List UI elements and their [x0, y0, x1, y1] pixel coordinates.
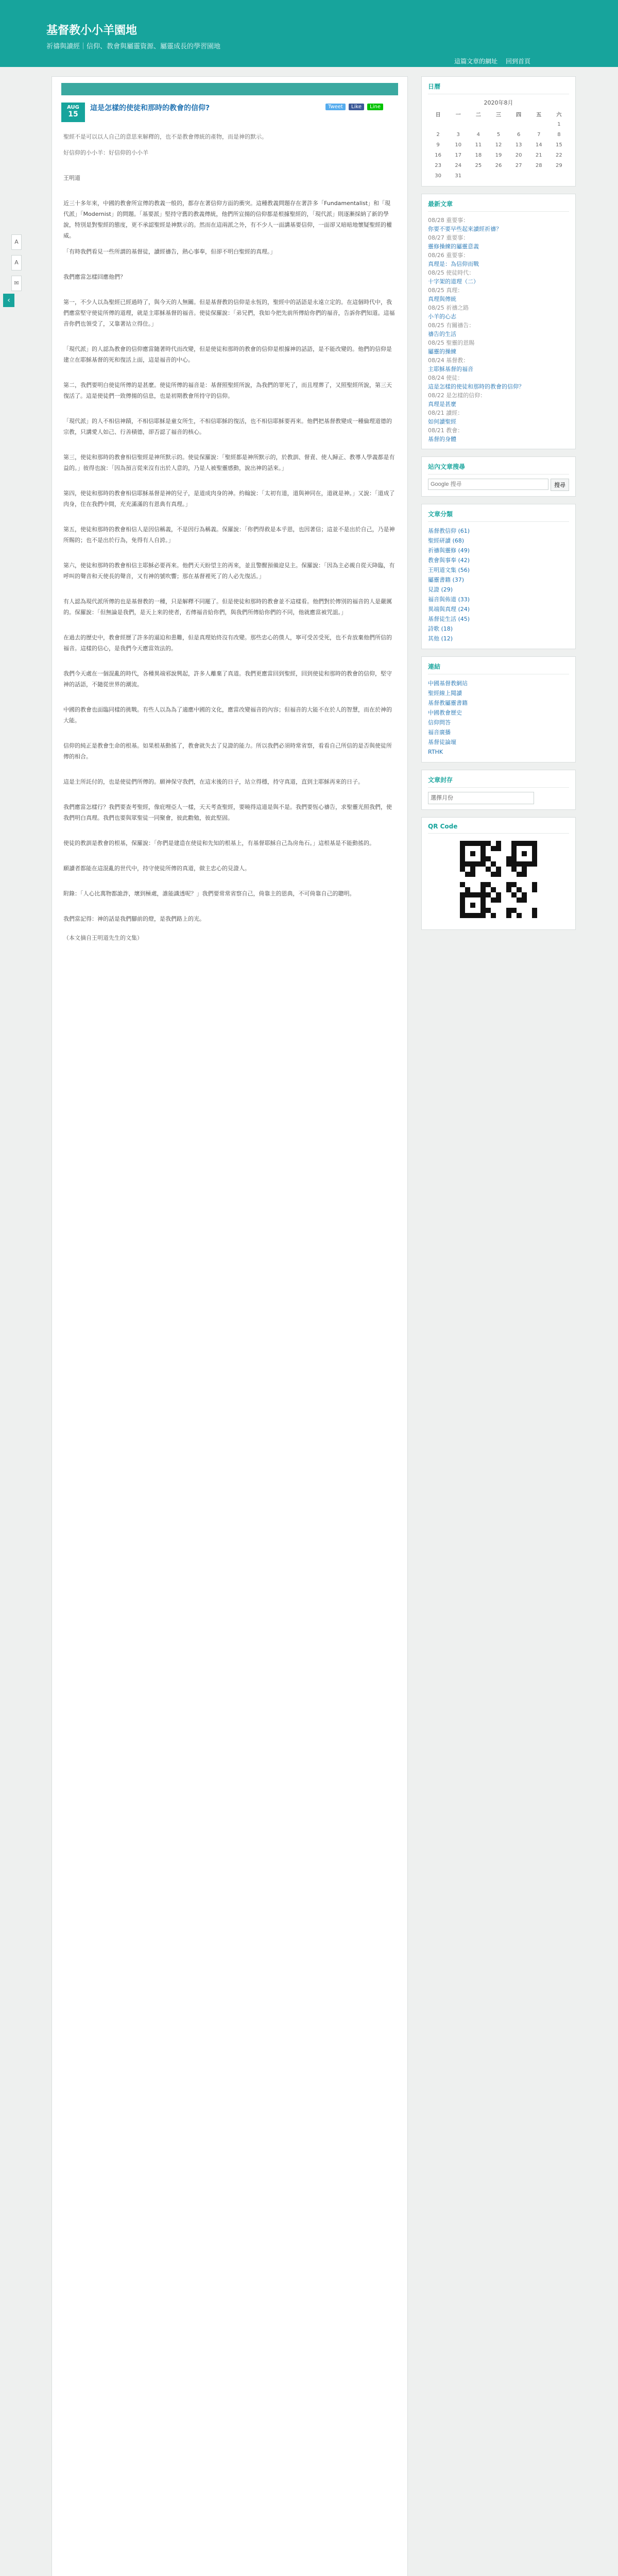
category-link[interactable]: 屬靈書籍 (37) — [428, 577, 465, 583]
recent-post-link[interactable]: 十字架的道理（二） — [428, 278, 479, 285]
collapse-arrow-icon[interactable]: ‹ — [3, 294, 14, 307]
post-author: 王明道 — [63, 175, 80, 181]
recent-post-link[interactable]: 小羊的心志 — [428, 313, 456, 320]
archive-widget — [421, 770, 576, 810]
post-paragraph: 第四，使徒和那時的教會相信耶穌基督是神的兒子，是道成肉身的神。約翰說：「太初有道，道與神同在，道就是神。」又說：「道成了肉身，住在我們中間，充充滿滿的有恩典有真理。」 — [63, 490, 395, 507]
calendar-day[interactable]: 18 — [475, 152, 482, 158]
calendar-day — [468, 119, 488, 129]
calendar-weekday: 五 — [536, 112, 542, 118]
recent-post-link[interactable]: 真理是甚麼 — [428, 401, 456, 408]
header-link-home[interactable]: 回到首頁 — [505, 58, 530, 65]
calendar-day[interactable]: 6 — [517, 131, 521, 138]
calendar-weekday: 日 — [435, 112, 441, 118]
line-share-button[interactable]: Line — [367, 104, 383, 110]
recent-post-link[interactable]: 08/21 教會： — [428, 427, 464, 434]
categories-list — [428, 526, 569, 643]
post-paragraph: 近三十多年來，中國的教會所宣傳的教義一般的，都存在著信仰方面的衝突。這種教義問題存在著許多「Fundamentalist」和「現代派」「Modernist」的問題。「基要派」堅持守舊的教義傳統，他們所宣揚的信仰都是根據聖經的，「現代派」則逐漸採納了新的學說，特別是對聖經的態度，更不承認聖經是神默示的。然而在這兩派之外，有不少人一面講基要信仰，一面卻又暗暗地懷疑聖經的權威。 — [63, 200, 392, 239]
external-link[interactable]: RTHK — [428, 749, 443, 755]
calendar-day[interactable]: 5 — [496, 131, 501, 138]
calendar-day[interactable]: 3 — [456, 131, 460, 138]
category-link[interactable]: 王明道文集 (56) — [428, 567, 470, 573]
external-link[interactable]: 中國基督教網站 — [428, 680, 468, 687]
post-paragraph: 我們應當怎樣回應他們？ — [63, 274, 126, 280]
post-paragraph: 中國的教會也面臨同樣的挑戰。有些人以為為了適應中國的文化，應當改變福音的內容；但福音的大能不在於人的智慧，而在於神的大能。 — [63, 706, 392, 724]
calendar-day[interactable]: 20 — [515, 152, 522, 158]
search-button[interactable]: 搜尋 — [551, 479, 569, 491]
font-size-decrease-button[interactable]: A — [11, 255, 22, 270]
calendar-day — [549, 171, 569, 181]
qr-widget — [421, 817, 576, 930]
post-month: AUG — [67, 105, 79, 110]
recent-post-link[interactable]: 靈修操練的屬靈意義 — [428, 243, 479, 250]
post-title[interactable]: 這是怎樣的使徒和那時的教會的信仰? — [90, 104, 210, 112]
category-link[interactable]: 基督徒生活 (45) — [428, 616, 470, 622]
archive-select[interactable]: 選擇月份 — [428, 792, 534, 804]
external-link[interactable]: 福音廣播 — [428, 729, 451, 736]
calendar-day — [529, 171, 549, 181]
post-paragraph: 在過去的歷史中，教會經歷了許多的逼迫和患難，但是真理始終沒有改變。那些忠心的僕人，寧可受苦受死，也不肯放棄他們所信的福音。這樣的信心，是我們今天應當效法的。 — [63, 634, 392, 652]
calendar-day[interactable]: 27 — [515, 162, 522, 168]
calendar-weekday: 三 — [495, 112, 501, 118]
external-link[interactable]: 聖經線上閱讀 — [428, 690, 462, 697]
post-body — [63, 131, 396, 943]
post-day: 15 — [68, 110, 78, 118]
calendar-day — [488, 171, 508, 181]
category-link[interactable]: 異端與真理 (24) — [428, 606, 470, 613]
links-widget — [421, 656, 576, 762]
tweet-button[interactable]: Tweet — [325, 104, 346, 110]
calendar-day[interactable]: 30 — [435, 173, 441, 179]
share-buttons — [324, 104, 383, 110]
recent-post-link[interactable]: 08/25 真理： — [428, 287, 464, 294]
post-header — [61, 103, 398, 123]
calendar-day[interactable]: 1 — [557, 121, 561, 127]
category-link[interactable]: 聖經研讀 (68) — [428, 537, 465, 544]
calendar-title: 日曆 — [428, 82, 569, 94]
calendar-day — [468, 171, 488, 181]
recent-post-link[interactable]: 08/26 重要事： — [428, 252, 469, 259]
recent-post-link[interactable]: 08/25 有關禱告： — [428, 322, 475, 329]
mail-icon[interactable]: ✉ — [11, 276, 22, 291]
category-link[interactable]: 基督教信仰 (61) — [428, 528, 470, 534]
post-paragraph: 我們應當怎樣行？我們要查考聖經，像庇哩亞人一樣，天天考查聖經，要曉得這道是與不是。我們要恆心禱告，求聖靈光照我們，使我們明白真理。我們也要與眾聖徒一同聚會，彼此勸勉，彼此堅固。 — [63, 804, 392, 821]
search-input[interactable] — [428, 479, 548, 490]
post-paragraph: 這是主所託付的，也是使徒們所傳的。願神保守我們，在這末後的日子，站立得穩，持守真道，直到主耶穌再來的日子。 — [63, 778, 364, 785]
calendar-day[interactable]: 21 — [535, 152, 542, 158]
post-paragraph: 「有時我們看見一些所謂的基督徒，讀經禱告，熱心事奉，但卻不明白聖經的真理。」 — [63, 248, 276, 255]
post-intro-note: 好信仰的小小羊：好信仰的小小羊 — [63, 149, 148, 156]
calendar-weekday: 四 — [516, 112, 522, 118]
links-list — [428, 679, 569, 757]
recent-posts-title: 最新文章 — [428, 199, 569, 212]
site-description: 祈禱與讀經｜信仰、教會與屬靈資源、屬靈成長的學習園地 — [46, 43, 221, 50]
site-header — [0, 0, 618, 67]
calendar-day — [509, 171, 529, 181]
post-banner-bar — [61, 83, 398, 95]
recent-post-link[interactable]: 禱告的生活 — [428, 331, 456, 337]
recent-post-link[interactable]: 08/24 基督教： — [428, 357, 469, 364]
recent-post-link[interactable]: 08/22 是怎樣的信仰： — [428, 392, 486, 399]
post-paragraph: 第二，我們要明白使徒所傳的是甚麼。使徒所傳的福音是：基督照聖經所說，為我們的罪死了，而且埋葬了，又照聖經所說，第三天復活了。這是使徒們一致傳揚的信息，也是初期教會所持守的信仰。 — [63, 382, 392, 399]
post-paragraph: 「現代派」的人認為教會的信仰應當隨著時代而改變，但是使徒和那時的教會的信仰是根據神的話語，是不能改變的。他們的信仰是建立在耶穌基督的死和復活上面，這是福音的中心。 — [63, 346, 392, 363]
calendar-weekday: 六 — [556, 112, 562, 118]
external-link[interactable]: 基督徒論壇 — [428, 739, 456, 745]
recent-post-link[interactable]: 屬靈的操練 — [428, 348, 456, 355]
recent-post-link[interactable]: 08/25 聖靈的恩賜 — [428, 340, 475, 346]
qr-title: QR Code — [428, 823, 569, 834]
calendar-day[interactable]: 24 — [455, 162, 462, 168]
site-title[interactable]: 基督教小小羊園地 — [46, 24, 138, 37]
category-link[interactable]: 詩歌 (18) — [428, 625, 453, 632]
links-title: 連結 — [428, 662, 569, 674]
recent-post-link[interactable]: 08/27 重要事： — [428, 234, 469, 241]
post-paragraph: 附錄：「人心比萬物都詭詐，壞到極處，誰能識透呢？」我們要常常省察自己，倚靠主的恩典，不可倚靠自己的聰明。 — [63, 890, 355, 897]
calendar-day[interactable]: 23 — [435, 162, 441, 168]
calendar-day[interactable]: 4 — [476, 131, 480, 138]
recent-post-link[interactable]: 真理是：為信仰而戰 — [428, 261, 479, 267]
calendar-day[interactable]: 2 — [436, 131, 440, 138]
recent-post-link[interactable]: 08/25 使徒時代： — [428, 269, 475, 276]
calendar-day[interactable]: 17 — [455, 152, 462, 158]
post-paragraph: 我們今天處在一個混亂的時代，各種異端邪說興起，許多人離棄了真道。我們更應當回到聖經，回到使徒和那時的教會的信仰，堅守神的話語，不隨從世界的潮流。 — [63, 670, 392, 688]
category-link[interactable]: 祈禱與靈修 (49) — [428, 547, 470, 554]
post-paragraph: 第五，使徒和那時的教會相信人是因信稱義，不是因行為稱義。保羅說：「你們得救是本乎恩，也因著信；這並不是出於自己，乃是神所賜的；也不是出於行為，免得有人自誇。」 — [63, 526, 395, 544]
calendar-day[interactable]: 29 — [556, 162, 562, 168]
post-paragraph: 第三，使徒和那時的教會相信聖經是神所默示的。使徒保羅說：「聖經都是神所默示的，於教訓、督責、使人歸正、教導人學義都是有益的。」彼得也說：「因為預言從來沒有出於人意的，乃是人被聖靈感動，說出神的話來。」 — [63, 454, 395, 471]
header-links — [448, 57, 530, 65]
calendar-day[interactable]: 22 — [556, 152, 562, 158]
calendar-day[interactable]: 10 — [455, 142, 462, 148]
post-signature: （本文摘自王明道先生的文集） — [63, 935, 143, 941]
category-link[interactable]: 見證 (29) — [428, 586, 453, 593]
calendar-day[interactable]: 7 — [537, 131, 541, 138]
external-link[interactable]: 中國教會歷史 — [428, 709, 462, 716]
calendar-day[interactable]: 16 — [435, 152, 441, 158]
post-paragraph: 使徒的教訓是教會的根基，保羅說：「你們是建造在使徒和先知的根基上，有基督耶穌自己為房角石。」這根基是不能動搖的。 — [63, 840, 375, 846]
post-paragraph: 我們當記得：神的話是我們腳前的燈，是我們路上的光。 — [63, 916, 205, 922]
left-toolbar — [11, 234, 21, 296]
calendar-day[interactable]: 13 — [515, 142, 522, 148]
external-link[interactable]: 基督教屬靈書籍 — [428, 700, 468, 706]
sidebar — [421, 76, 576, 937]
recent-post-link[interactable]: 08/21 讀經： — [428, 410, 464, 416]
search-title: 站內文章搜尋 — [428, 462, 569, 474]
header-link-permalink[interactable]: 這篇文章的網址 — [454, 58, 498, 65]
search-widget — [421, 456, 576, 497]
calendar-widget — [421, 76, 576, 187]
post-intro: 聖經不是可以以人自己的意思來解釋的，也不是教會傳統的產物，而是神的默示。 — [63, 133, 267, 140]
calendar-day[interactable]: 8 — [557, 131, 561, 138]
calendar-day[interactable]: 26 — [495, 162, 502, 168]
main-content — [52, 76, 408, 2576]
post-paragraph: 有人認為現代派所傳的也是基督教的一種，只是解釋不同罷了。但是使徒和那時的教會並不這樣看。他們對於傳別的福音的人是嚴厲的。保羅說：「但無論是我們，是天上來的使者，若傳福音給你們，與我們所傳給你們的不同，他就應當被咒詛。」 — [63, 598, 392, 616]
facebook-like-button[interactable]: Like — [349, 104, 364, 110]
category-link[interactable]: 其他 (12) — [428, 635, 453, 642]
calendar-weekday: 二 — [475, 112, 481, 118]
calendar-day[interactable]: 28 — [535, 162, 542, 168]
calendar-day[interactable]: 19 — [495, 152, 502, 158]
post-paragraph: 「現代派」的人不相信神蹟，不相信耶穌是童女所生，不相信耶穌的復活，也不相信耶穌要再來。他們把基督教變成一種倫理道德的宗教，只講愛人如己、行善積德，卻否認了福音的核心。 — [63, 418, 392, 435]
post-date-badge — [61, 103, 85, 122]
recent-post-link[interactable]: 如何讀聖經 — [428, 418, 456, 425]
recent-posts-widget — [421, 194, 576, 449]
recent-post-link[interactable]: 08/25 祈禱之路 — [428, 304, 469, 311]
categories-widget — [421, 504, 576, 649]
post-paragraph: 第六，使徒和那時的教會相信主耶穌必要再來。他們天天盼望主的再來，並且警醒預備迎見主。保羅說：「因為主必親自從天降臨，有呼叫的聲音和天使長的聲音，又有神的號吹響；那在基督裡死了的人必先復活。」 — [63, 562, 395, 580]
calendar-day — [529, 119, 549, 129]
calendar-weekday: 一 — [455, 112, 461, 118]
qr-code-image — [457, 838, 540, 921]
calendar-day[interactable]: 9 — [436, 142, 440, 148]
recent-post-link[interactable]: 這是怎樣的使徒和那時的教會的信仰？ — [428, 383, 524, 390]
post-paragraph: 信仰的純正是教會生命的根基。如果根基動搖了，教會就失去了見證的能力。所以我們必須時常省察，看看自己所信的是否與使徒所傳的相合。 — [63, 742, 392, 760]
category-link[interactable]: 福音與佈道 (33) — [428, 596, 470, 603]
calendar-day[interactable]: 31 — [455, 173, 462, 179]
calendar-day[interactable]: 14 — [535, 142, 542, 148]
calendar-caption: 2020年8月 — [484, 99, 513, 106]
calendar-table — [428, 109, 569, 181]
recent-post-link[interactable]: 基督的身體 — [428, 436, 456, 443]
recent-post-link[interactable]: 08/24 使徒： — [428, 375, 464, 381]
calendar-day — [488, 119, 508, 129]
calendar-day — [509, 119, 529, 129]
font-size-increase-button[interactable]: A — [11, 234, 22, 250]
category-link[interactable]: 教會與事奉 (42) — [428, 557, 470, 564]
calendar-day[interactable]: 15 — [556, 142, 562, 148]
recent-posts-list — [428, 216, 569, 444]
recent-post-link[interactable]: 你要不要早些起來讀經祈禱？ — [428, 226, 502, 232]
recent-post-link[interactable]: 主耶穌基督的福音 — [428, 366, 473, 372]
calendar-day — [448, 119, 468, 129]
post-paragraph: 第一，不少人以為聖經已經過時了，與今天的人無關。但是基督教的信仰是永恆的，聖經中的話語是永遠立定的。在這個時代中，我們應當堅守使徒所傳的道理，就是主耶穌基督的福音。使徒保羅說：「弟兄們，我如今把先前所傳給你們的福音，告訴你們知道。這福音你們也領受了，又靠著站立得住。」 — [63, 299, 395, 327]
archive-title: 文章封存 — [428, 775, 569, 788]
external-link[interactable]: 信仰問答 — [428, 719, 451, 726]
post-paragraph: 願讀者都能在這混亂的世代中，持守使徒所傳的真道，做主忠心的見證人。 — [63, 865, 250, 872]
categories-title: 文章分類 — [428, 510, 569, 522]
calendar-day[interactable]: 11 — [475, 142, 482, 148]
recent-post-link[interactable]: 08/28 重要事： — [428, 217, 469, 224]
calendar-day — [428, 119, 448, 129]
recent-post-link[interactable]: 真理與傳統 — [428, 296, 456, 302]
calendar-day[interactable]: 25 — [475, 162, 482, 168]
calendar-day[interactable]: 12 — [495, 142, 502, 148]
